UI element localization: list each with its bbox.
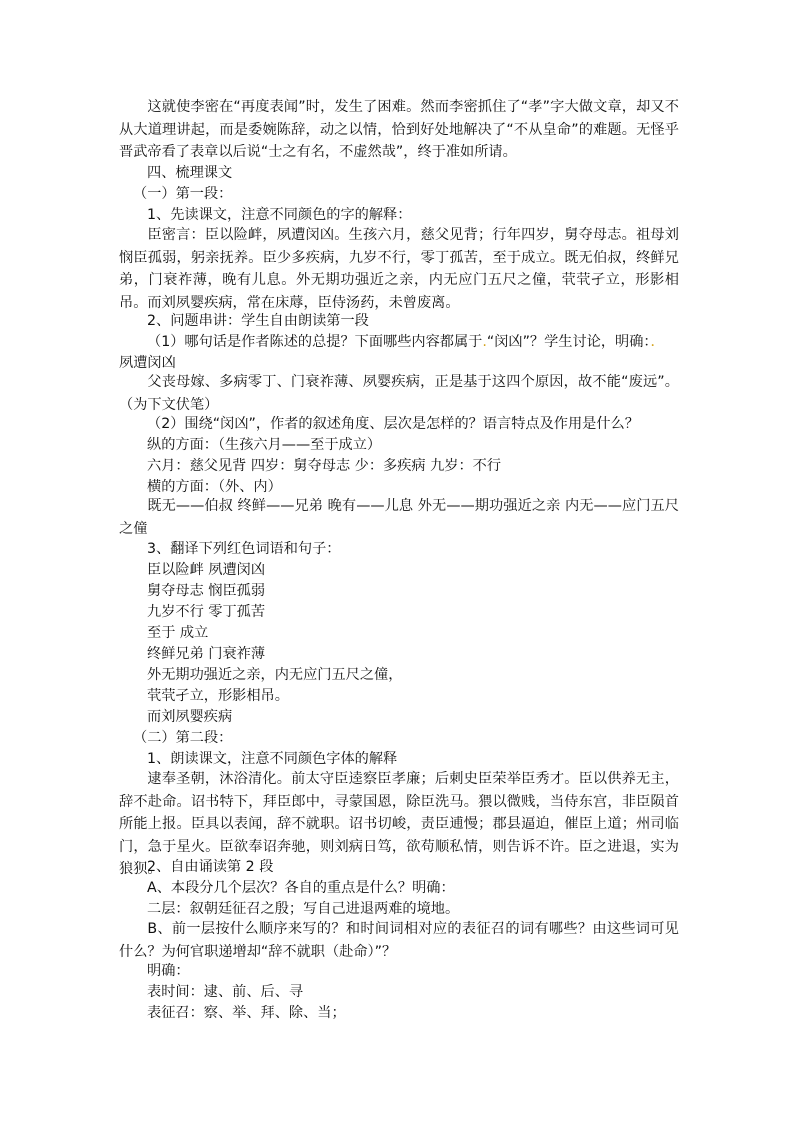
question-1-part-b: “闵凶”？学生讨论，明确： [486, 334, 651, 350]
translation-item: 而刘夙婴疾病 [147, 709, 233, 725]
summon-words: 表征召：察、举、拜、除、当； [147, 1005, 346, 1021]
marker-dot-2-icon: ． [650, 334, 665, 350]
subsection-heading-2: （二）第二段： [133, 730, 233, 746]
task-1-1: 1、先读课文，注意不同颜色的字的解释： [147, 207, 412, 223]
question-a: A、本段分几个层次？各自的重点是什么？明确： [147, 880, 455, 896]
question-b-text: B、前一层按什么顺序来写的？和时间词相对应的表征召的词有哪些？由这些词可见什么？为何官职递增却“辞不就职（赴命）”？ [119, 921, 679, 960]
translation-item: 舅夺母志 悯臣孤弱 [147, 583, 266, 599]
question-1-part-a: （1）哪句话是作者陈述的总提？下面哪些内容都属于 [147, 334, 483, 350]
intro-text: 这就使李密在“再度表闻”时，发生了困难。然而李密抓住了“孝”字大做文章，却又不从大道理讲起，而是委婉陈辞，动之以情，恰到好处地解决了“不从皇命”的难题。无怪乎晋武帝看了表章以后说“士之有名，不虚然哉”，终于准如所请。 [119, 99, 679, 160]
translation-item: 茕茕孑立，形影相吊。 [147, 688, 289, 704]
translation-item: 臣以险衅 夙遭闵凶 [147, 562, 266, 578]
horizontal-aspect: 横的方面：（外、内） [147, 479, 282, 495]
paragraph-1-text [119, 224, 679, 314]
task-1-3: 3、翻译下列红色词语和句子： [147, 541, 341, 557]
task-1-2: 2、问题串讲：学生自由朗读第一段 [147, 313, 369, 329]
question-1-explanation [119, 371, 679, 416]
task-2-2: 2、自由诵读第 2 段 [147, 859, 274, 875]
question-2: （2）围绕“闵凶”，作者的叙述角度、层次是怎样的？语言特点及作用是什么？ [147, 416, 639, 432]
translation-item: 外无期功强近之亲，内无应门五尺之僮， [147, 667, 403, 683]
question-a-answer: 二层：叙朝廷征召之殷；写自己进退两难的境地。 [147, 901, 460, 917]
task-2-1: 1、朗读课文，注意不同颜色字体的解释 [147, 751, 398, 767]
question-1 [147, 332, 665, 352]
question-b [119, 918, 679, 963]
question-1-explanation-text: 父丧母嫁、多病零丁、门衰祚薄、夙婴疾病，正是基于这四个原因，故不能“废远”。（为下文伏笔） [119, 374, 679, 413]
paragraph-2-body: 逮奉圣朝，沐浴清化。前太守臣逵察臣孝廉；后刺史臣荣举臣秀才。臣以供养无主，辞不赴命。诏书特下，拜臣郎中，寻蒙国恩，除臣洗马。猥以微贱，当侍东宫，非臣陨首所能上报。臣具以表闻，辞不就职。诏书切峻，责臣逋慢；郡县逼迫，催臣上道；州司临门，急于星火。臣欲奉诏奔驰，则刘病日笃，欲苟顺私情，则告诉不许。臣之进退，实为狼狈。 [119, 771, 679, 877]
question-1-answer: 夙遭闵凶 [119, 355, 176, 371]
horizontal-items [119, 495, 679, 540]
time-words: 表时间：逮、前、后、寻 [147, 984, 304, 1000]
vertical-items: 六月：慈父见背 四岁：舅夺母志 少：多疾病 九岁：不行 [147, 458, 502, 474]
paragraph-1-body: 臣密言：臣以险衅，夙遭闵凶。生孩六月，慈父见背；行年四岁，舅夺母志。祖母刘悯臣孤弱，躬亲抚养。臣少多疾病，九岁不行，零丁孤苦，至于成立。既无伯叔，终鲜兄弟，门衰祚薄，晚有儿息。外无期功强近之亲，内无应门五尺之僮，茕茕孑立，形影相吊。而刘夙婴疾病，常在床蓐，臣侍汤药，未曾废离。 [119, 227, 679, 311]
answer-label: 明确： [147, 963, 190, 979]
vertical-aspect: 纵的方面：（生孩六月——至于成立） [147, 437, 382, 453]
marker-dot-icon: . [482, 334, 487, 350]
translation-item: 九岁不行 零丁孤苦 [147, 604, 266, 620]
translation-item: 终鲜兄弟 门衰祚薄 [147, 646, 266, 662]
horizontal-items-text: 既无——伯叔 终鲜——兄弟 晚有——儿息 外无——期功强近之亲 内无——应门五尺之僮 [119, 498, 679, 537]
section-heading-4: 四、梳理课文 [147, 165, 233, 181]
translation-item: 至于 成立 [147, 625, 209, 641]
subsection-heading-1: （一）第一段： [133, 186, 233, 202]
intro-paragraph [119, 96, 679, 164]
